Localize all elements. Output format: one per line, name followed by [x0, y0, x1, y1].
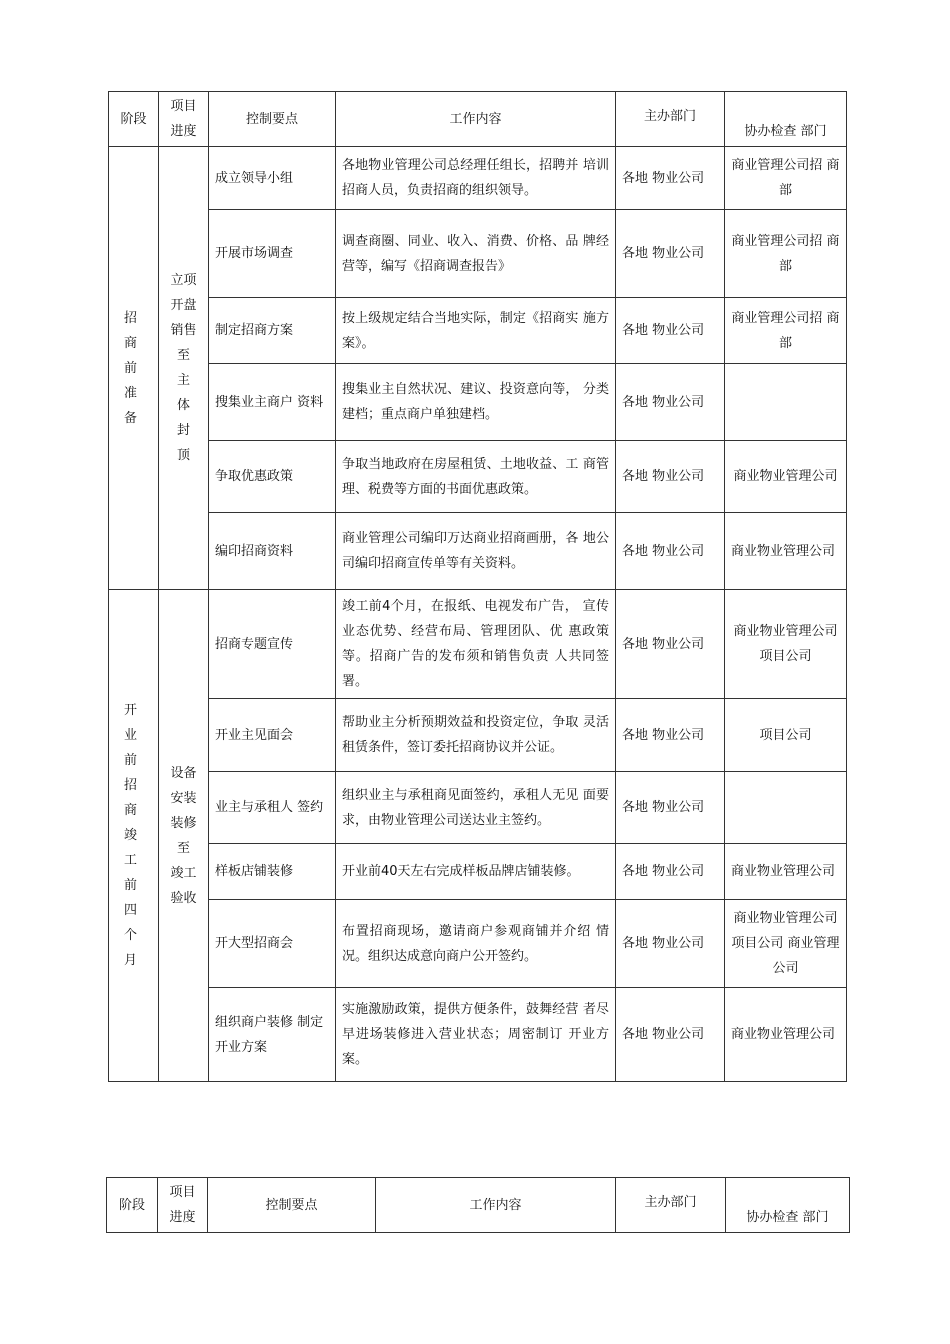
- control-point: 招商专题宣传: [209, 590, 336, 699]
- work-content: 布置招商现场，邀请商户参观商铺并介绍 情况。组织达成意向商户公开签约。: [336, 900, 616, 988]
- assist-dept: 商业物业管理公司: [725, 988, 847, 1082]
- main-dept: 各地 物业公司: [616, 844, 725, 900]
- control-point: 成立领导小组: [209, 147, 336, 210]
- header-assist-dept: 协办检查 部门: [725, 92, 847, 147]
- main-dept: 各地 物业公司: [616, 364, 725, 441]
- assist-dept: 项目公司: [725, 699, 847, 772]
- assist-dept: 商业物业管理公司 项目公司 商业管理 公司: [725, 900, 847, 988]
- assist-dept: 商业管理公司招 商部: [725, 210, 847, 298]
- work-content: 商业管理公司编印万达商业招商画册，各 地公司编印招商宣传单等有关资料。: [336, 513, 616, 590]
- header-main-dept: 主办部门: [616, 92, 725, 147]
- table-header-row: [107, 1178, 850, 1233]
- header-control-point: 控制要点: [208, 1178, 376, 1233]
- table-row: [109, 513, 847, 590]
- header-work-content: 工作内容: [376, 1178, 616, 1233]
- main-dept: 各地 物业公司: [616, 699, 725, 772]
- control-point: 开展市场调查: [209, 210, 336, 298]
- assist-dept: [725, 364, 847, 441]
- work-content: 争取当地政府在房屋租赁、土地收益、工 商管理、税费等方面的书面优惠政策。: [336, 441, 616, 513]
- table-row: [109, 900, 847, 988]
- control-point: 开业主见面会: [209, 699, 336, 772]
- header-assist-dept: 协办检查 部门: [726, 1178, 850, 1233]
- main-dept: 各地 物业公司: [616, 147, 725, 210]
- assist-dept: 商业管理公司招 商部: [725, 298, 847, 364]
- work-content: 按上级规定结合当地实际，制定《招商实 施方案》。: [336, 298, 616, 364]
- control-point: 组织商户装修 制定开业方案: [209, 988, 336, 1082]
- work-content: 搜集业主自然状况、建议、投资意向等， 分类建档；重点商户单独建档。: [336, 364, 616, 441]
- work-content: 各地物业管理公司总经理任组长，招聘并 培训招商人员，负责招商的组织领导。: [336, 147, 616, 210]
- control-point: 争取优惠政策: [209, 441, 336, 513]
- stage-cell: 开 业 前 招 商 竣 工 前 四 个 月: [109, 590, 159, 1082]
- control-point: 业主与承租人 签约: [209, 772, 336, 844]
- table-row: [109, 699, 847, 772]
- table-row: [109, 441, 847, 513]
- main-dept: 各地 物业公司: [616, 441, 725, 513]
- table-header-row: [109, 92, 847, 147]
- progress-cell: 立项 开盘 销售 至 主 体 封 顶: [159, 147, 209, 590]
- main-dept: 各地 物业公司: [616, 210, 725, 298]
- main-dept: 各地 物业公司: [616, 590, 725, 699]
- assist-dept: 商业管理公司招 商部: [725, 147, 847, 210]
- table-row: [109, 844, 847, 900]
- main-dept: 各地 物业公司: [616, 513, 725, 590]
- assist-dept: 商业物业管理公司: [725, 513, 847, 590]
- control-point: 制定招商方案: [209, 298, 336, 364]
- table-row: [109, 988, 847, 1082]
- assist-dept: 商业物业管理公司 项目公司: [725, 590, 847, 699]
- table-row: [109, 298, 847, 364]
- control-point: 搜集业主商户 资料: [209, 364, 336, 441]
- header-stage: 阶段: [107, 1178, 158, 1233]
- main-dept: 各地 物业公司: [616, 988, 725, 1082]
- control-point: 开大型招商会: [209, 900, 336, 988]
- work-content: 帮助业主分析预期效益和投资定位，争取 灵活租赁条件，签订委托招商协议并公证。: [336, 699, 616, 772]
- assist-dept: [725, 772, 847, 844]
- main-dept: 各地 物业公司: [616, 772, 725, 844]
- header-main-dept: 主办部门: [616, 1178, 726, 1233]
- table-row: [109, 210, 847, 298]
- header-progress: 项目进度: [158, 1178, 208, 1233]
- header-work-content: 工作内容: [336, 92, 616, 147]
- project-control-table: [108, 91, 847, 1082]
- table-row: [109, 590, 847, 699]
- header-progress: 项目进度: [159, 92, 209, 147]
- header-stage: 阶段: [109, 92, 159, 147]
- control-point: 样板店铺装修: [209, 844, 336, 900]
- assist-dept: 商业物业管理公司: [725, 844, 847, 900]
- main-dept: 各地 物业公司: [616, 900, 725, 988]
- table-row: [109, 147, 847, 210]
- assist-dept: 商业物业管理公司: [725, 441, 847, 513]
- stage-cell: 招 商 前 准 备: [109, 147, 159, 590]
- work-content: 组织业主与承租商见面签约，承租人无见 面要求，由物业管理公司送达业主签约。: [336, 772, 616, 844]
- work-content: 实施激励政策，提供方便条件，鼓舞经营 者尽早进场装修进入营业状态；周密制订 开业方案。: [336, 988, 616, 1082]
- work-content: 开业前40天左右完成样板品牌店铺装修。: [336, 844, 616, 900]
- main-dept: 各地 物业公司: [616, 298, 725, 364]
- control-point: 编印招商资料: [209, 513, 336, 590]
- table-row: [109, 364, 847, 441]
- work-content: 调查商圈、同业、收入、消费、价格、品 牌经营等，编写《招商调查报告》: [336, 210, 616, 298]
- project-control-table-continued: [106, 1177, 850, 1233]
- header-control-point: 控制要点: [209, 92, 336, 147]
- work-content: 竣工前4个月，在报纸、电视发布广告， 宣传业态优势、经营布局、管理团队、优 惠政策等。招商广告的发布须和销售负责 人共同签署。: [336, 590, 616, 699]
- progress-cell: 设备 安装 装修 至 竣工 验收: [159, 590, 209, 1082]
- table-row: [109, 772, 847, 844]
